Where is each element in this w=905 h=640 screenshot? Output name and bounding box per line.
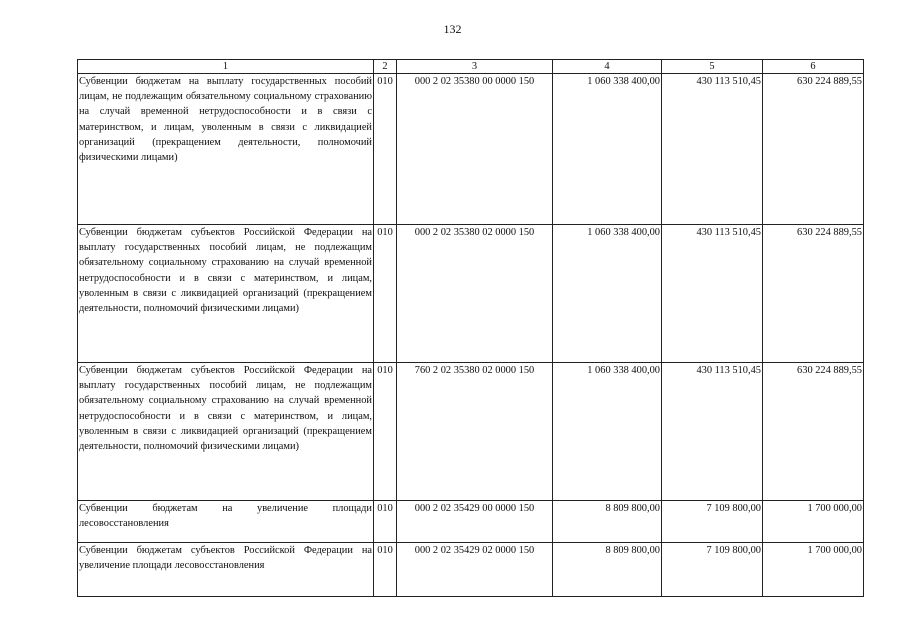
row-value-col5: 430 113 510,45 — [662, 74, 763, 225]
row-value-col4: 8 809 800,00 — [553, 501, 662, 543]
row-description: Субвенции бюджетам субъектов Российской Федерации на выплату государственных пособий лицам, не подлежащим обязательному социальному страхованию на случай временной нетрудоспособности и в связи с материнством, и лицам, уволенным в связи с ликвидацией организаций (прекращением деятельности, полномочий физическими лицами) — [78, 225, 374, 363]
table-row — [78, 74, 864, 225]
column-header-2: 2 — [374, 60, 397, 74]
row-value-col6: 1 700 000,00 — [763, 501, 864, 543]
row-value-col5: 430 113 510,45 — [662, 225, 763, 363]
row-value-col5: 7 109 800,00 — [662, 543, 763, 597]
row-budget-code: 000 2 02 35380 02 0000 150 — [397, 225, 553, 363]
row-admin-code: 010 — [374, 225, 397, 363]
row-admin-code: 010 — [374, 501, 397, 543]
row-admin-code: 010 — [374, 74, 397, 225]
row-value-col6: 1 700 000,00 — [763, 543, 864, 597]
row-budget-code: 000 2 02 35429 02 0000 150 — [397, 543, 553, 597]
row-budget-code: 760 2 02 35380 02 0000 150 — [397, 363, 553, 501]
page-number: 132 — [443, 22, 462, 36]
row-value-col6: 630 224 889,55 — [763, 225, 864, 363]
row-budget-code: 000 2 02 35380 00 0000 150 — [397, 74, 553, 225]
table-row — [78, 363, 864, 501]
row-value-col4: 8 809 800,00 — [553, 543, 662, 597]
row-value-col6: 630 224 889,55 — [763, 363, 864, 501]
column-header-4: 4 — [553, 60, 662, 74]
row-description: Субвенции бюджетам субъектов Российской Федерации на выплату государственных пособий лицам, не подлежащим обязательному социальному страхованию на случай временной нетрудоспособности и в связи с материнством, и лицам, уволенным в связи с ликвидацией организаций (прекращением деятельности, полномочий физическими лицами) — [78, 363, 374, 501]
row-value-col6: 630 224 889,55 — [763, 74, 864, 225]
row-value-col4: 1 060 338 400,00 — [553, 74, 662, 225]
row-value-col5: 430 113 510,45 — [662, 363, 763, 501]
column-header-6: 6 — [763, 60, 864, 74]
row-value-col4: 1 060 338 400,00 — [553, 225, 662, 363]
row-admin-code: 010 — [374, 363, 397, 501]
column-header-3: 3 — [397, 60, 553, 74]
table-row — [78, 543, 864, 597]
row-value-col5: 7 109 800,00 — [662, 501, 763, 543]
column-number-header-row — [78, 60, 864, 74]
budget-table — [77, 59, 864, 597]
table-row — [78, 225, 864, 363]
row-description: Субвенции бюджетам на увеличение площади лесовосстановления — [78, 501, 374, 543]
row-description: Субвенции бюджетам субъектов Российской Федерации на увеличение площади лесовосстановления — [78, 543, 374, 597]
row-value-col4: 1 060 338 400,00 — [553, 363, 662, 501]
row-admin-code: 010 — [374, 543, 397, 597]
column-header-5: 5 — [662, 60, 763, 74]
row-description: Субвенции бюджетам на выплату государственных пособий лицам, не подлежащим обязательному социальному страхованию на случай временной нетрудоспособности и в связи с материнством, и лицам, уволенным в связи с ликвидацией организаций (прекращением деятельности, полномочий физическими лицами) — [78, 74, 374, 225]
column-header-1: 1 — [78, 60, 374, 74]
table-row — [78, 501, 864, 543]
row-budget-code: 000 2 02 35429 00 0000 150 — [397, 501, 553, 543]
